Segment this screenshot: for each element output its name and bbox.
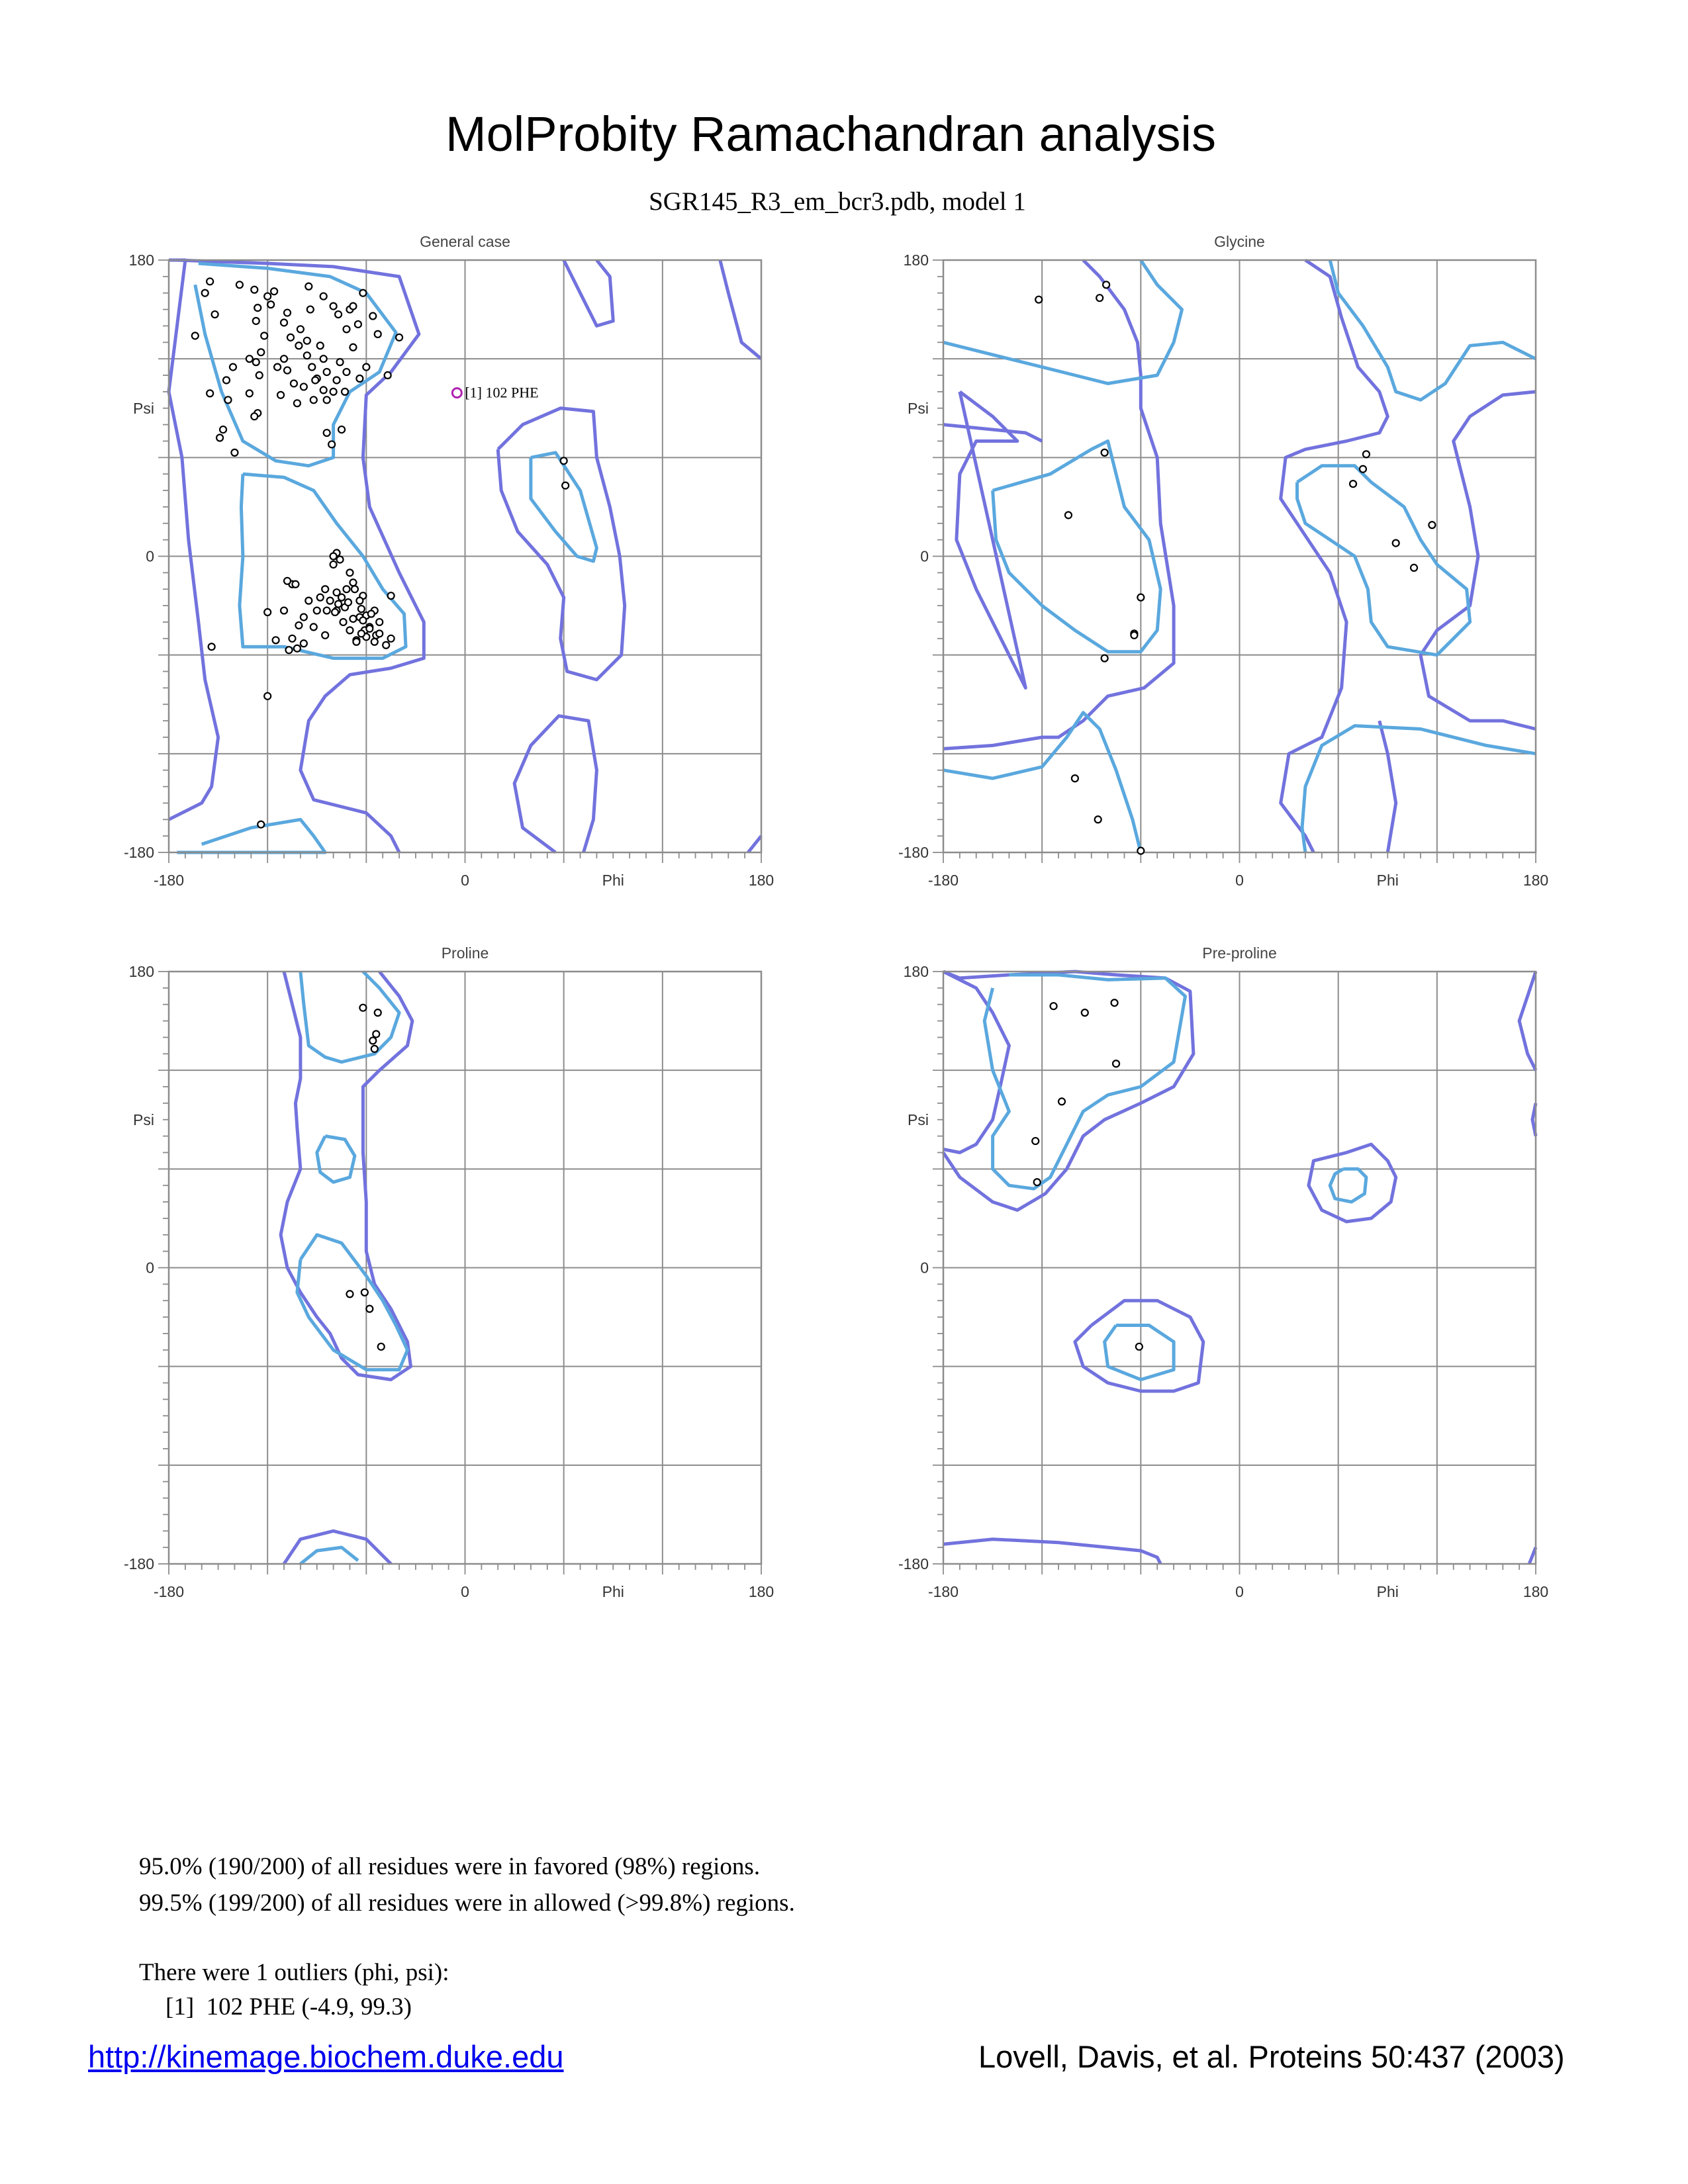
favored-contour bbox=[301, 1547, 358, 1564]
residue-point bbox=[258, 349, 264, 355]
x-tick-label: 0 bbox=[461, 872, 469, 889]
residue-point bbox=[304, 338, 310, 344]
residue-point bbox=[369, 1037, 376, 1044]
allowed-contour bbox=[1529, 1547, 1536, 1564]
residue-point bbox=[1393, 540, 1399, 547]
residue-point bbox=[295, 342, 302, 349]
residue-point bbox=[284, 578, 291, 584]
residue-point bbox=[1350, 480, 1356, 487]
ticks bbox=[933, 972, 1536, 1574]
favored-contour bbox=[993, 441, 1161, 652]
residue-point bbox=[330, 561, 337, 568]
residue-point bbox=[376, 619, 383, 625]
residue-point bbox=[350, 579, 356, 586]
residue-point bbox=[297, 326, 304, 332]
grid bbox=[943, 260, 1536, 852]
residue-point bbox=[338, 426, 345, 433]
residue-point bbox=[322, 632, 328, 639]
residue-point bbox=[220, 426, 226, 433]
residue-point bbox=[1082, 1009, 1088, 1016]
residue-point bbox=[285, 647, 292, 653]
general-case-plot bbox=[123, 225, 774, 900]
x-tick-label: -180 bbox=[153, 1583, 185, 1600]
residue-point bbox=[361, 1289, 368, 1296]
residue-point bbox=[368, 611, 375, 617]
favored-contour bbox=[301, 972, 399, 1062]
residue-point bbox=[281, 608, 287, 614]
x-axis-label: Phi bbox=[602, 872, 624, 889]
residue-point bbox=[335, 311, 342, 318]
y-tick-label: 0 bbox=[920, 1259, 929, 1277]
allowed-contour bbox=[1380, 721, 1396, 852]
residue-point bbox=[284, 310, 291, 316]
residue-point bbox=[335, 601, 342, 608]
residue-point bbox=[253, 359, 259, 365]
residue-point bbox=[246, 390, 253, 396]
allowed-contour bbox=[498, 408, 625, 680]
residue-point bbox=[284, 367, 291, 374]
residue-point bbox=[287, 334, 294, 341]
residue-point bbox=[359, 290, 366, 296]
residue-point bbox=[371, 639, 378, 645]
residue-point bbox=[355, 321, 361, 328]
outlier-label: [1] 102 PHE bbox=[465, 384, 539, 401]
residue-point bbox=[340, 619, 347, 625]
data-points bbox=[1035, 281, 1435, 854]
residue-point bbox=[312, 377, 318, 383]
plot-title: Proline bbox=[441, 944, 489, 962]
residue-point bbox=[561, 457, 567, 464]
residue-point bbox=[350, 615, 356, 622]
residue-point bbox=[324, 608, 330, 614]
residue-point bbox=[342, 388, 348, 395]
favored-contour bbox=[317, 1136, 355, 1183]
residue-point bbox=[334, 589, 340, 596]
y-tick-label: 180 bbox=[903, 251, 929, 269]
y-tick-label: 180 bbox=[128, 963, 154, 980]
residue-point bbox=[231, 449, 238, 456]
residue-point bbox=[264, 293, 271, 300]
grid bbox=[169, 972, 761, 1564]
residue-point bbox=[1072, 775, 1078, 782]
residue-point bbox=[230, 364, 236, 371]
page-title: MolProbity Ramachandran analysis bbox=[445, 107, 1216, 161]
residue-point bbox=[310, 396, 317, 403]
allowed-contour bbox=[1519, 972, 1536, 1070]
allowed-contour bbox=[720, 260, 761, 359]
residue-point bbox=[258, 821, 264, 828]
residue-point bbox=[375, 1009, 381, 1016]
residue-point bbox=[320, 387, 327, 393]
y-tick-label: 180 bbox=[128, 251, 154, 269]
favored-contour bbox=[1330, 260, 1536, 400]
residue-point bbox=[1103, 281, 1109, 288]
grid bbox=[169, 260, 761, 852]
residue-point bbox=[366, 1306, 373, 1312]
residue-point bbox=[271, 288, 277, 295]
x-tick-label: -180 bbox=[153, 872, 185, 889]
favored-contour bbox=[943, 260, 1182, 384]
residue-point bbox=[317, 594, 324, 601]
favored-contour bbox=[1330, 1169, 1366, 1202]
summary-outlier-item: [1] 102 PHE (-4.9, 99.3) bbox=[165, 1993, 412, 2021]
residue-point bbox=[305, 283, 312, 290]
residue-point bbox=[373, 1030, 379, 1037]
residue-point bbox=[254, 304, 261, 311]
x-tick-label: -180 bbox=[927, 872, 959, 889]
residue-point bbox=[264, 693, 271, 700]
allowed-contour bbox=[169, 260, 218, 819]
ticks bbox=[158, 260, 761, 863]
residue-point bbox=[256, 372, 263, 379]
residue-point bbox=[324, 396, 330, 403]
allowed-contour bbox=[943, 1539, 1160, 1564]
residue-point bbox=[267, 301, 274, 308]
residue-point bbox=[359, 1005, 366, 1011]
residue-point bbox=[314, 608, 320, 614]
residue-point bbox=[277, 392, 284, 398]
residue-point bbox=[212, 311, 218, 318]
residue-point bbox=[363, 364, 369, 371]
residue-point bbox=[261, 332, 267, 339]
residue-point bbox=[332, 609, 338, 615]
residue-point bbox=[1102, 449, 1108, 456]
residue-point bbox=[383, 642, 389, 649]
plot-title: General case bbox=[420, 233, 510, 250]
outlier-point bbox=[452, 388, 461, 398]
glycine-plot bbox=[898, 225, 1549, 900]
favored-contour bbox=[1105, 1326, 1174, 1380]
residue-point bbox=[1137, 848, 1144, 854]
ticks bbox=[158, 972, 761, 1574]
x-tick-label: 180 bbox=[748, 872, 774, 889]
residue-point bbox=[358, 630, 365, 637]
plot-title: Pre-proline bbox=[1202, 944, 1277, 962]
residue-point bbox=[378, 1343, 385, 1350]
residue-point bbox=[207, 390, 213, 396]
residue-point bbox=[322, 586, 328, 592]
residue-point bbox=[1034, 1179, 1041, 1185]
page-subtitle: SGR145_R3_em_bcr3.pdb, model 1 bbox=[649, 187, 1026, 216]
residue-point bbox=[294, 645, 301, 652]
x-tick-label: 180 bbox=[748, 1583, 774, 1600]
residue-point bbox=[307, 306, 314, 313]
residue-point bbox=[291, 380, 297, 387]
x-tick-label: 180 bbox=[1523, 872, 1549, 889]
residue-point bbox=[1363, 451, 1370, 457]
residue-point bbox=[294, 400, 301, 406]
residue-point bbox=[295, 622, 302, 629]
y-tick-label: 0 bbox=[146, 547, 154, 565]
residue-point bbox=[388, 635, 395, 642]
allowed-contour bbox=[514, 716, 596, 852]
summary-outliers-header: There were 1 outliers (phi, psi): bbox=[139, 1959, 449, 1986]
residue-point bbox=[1111, 999, 1118, 1006]
favored-contour bbox=[1302, 726, 1536, 852]
residue-point bbox=[1032, 1138, 1039, 1144]
allowed-contour bbox=[943, 260, 1174, 749]
residue-point bbox=[1035, 296, 1042, 303]
summary-favored: 95.0% (190/200) of all residues were in favored (98%) regions. bbox=[139, 1853, 761, 1880]
allowed-contour bbox=[943, 425, 1042, 441]
residue-point bbox=[344, 586, 350, 592]
residue-point bbox=[376, 630, 383, 637]
residue-point bbox=[330, 553, 337, 560]
residue-point bbox=[253, 318, 259, 324]
residue-point bbox=[1065, 512, 1072, 518]
y-axis-label: Psi bbox=[908, 1111, 929, 1128]
favored-contour bbox=[297, 1235, 408, 1370]
residue-point bbox=[1136, 1343, 1143, 1350]
residue-point bbox=[251, 287, 258, 293]
residue-point bbox=[216, 435, 223, 441]
residue-point bbox=[346, 1291, 353, 1297]
favored-contour bbox=[984, 975, 1185, 1189]
residue-point bbox=[310, 623, 317, 630]
x-tick-label: 0 bbox=[1235, 872, 1244, 889]
residue-point bbox=[207, 278, 213, 285]
residue-point bbox=[1096, 295, 1103, 301]
plot-title: Glycine bbox=[1214, 233, 1265, 250]
residue-point bbox=[346, 569, 353, 576]
residue-point bbox=[236, 281, 243, 288]
residue-point bbox=[330, 388, 337, 395]
allowed-contour bbox=[943, 972, 1194, 1210]
x-axis-label: Phi bbox=[1376, 872, 1399, 889]
allowed-contour bbox=[1421, 392, 1536, 729]
allowed-contour bbox=[564, 260, 614, 326]
x-axis-label: Phi bbox=[1376, 1583, 1399, 1600]
residue-point bbox=[324, 430, 330, 436]
residue-point bbox=[562, 482, 569, 489]
allowed-contour bbox=[957, 392, 1025, 688]
residue-point bbox=[344, 326, 350, 332]
residue-point bbox=[1051, 1003, 1057, 1009]
residue-point bbox=[388, 592, 395, 599]
residue-point bbox=[346, 627, 353, 633]
residue-point bbox=[1113, 1060, 1119, 1067]
y-tick-label: 180 bbox=[903, 963, 929, 980]
residue-point bbox=[305, 598, 312, 604]
residue-point bbox=[301, 383, 307, 390]
residue-point bbox=[1131, 632, 1137, 639]
residue-point bbox=[350, 344, 356, 351]
residue-point bbox=[337, 556, 344, 563]
residue-point bbox=[334, 377, 340, 383]
residue-point bbox=[320, 355, 327, 362]
grid bbox=[943, 972, 1536, 1564]
residue-point bbox=[301, 640, 307, 647]
x-tick-label: -180 bbox=[927, 1583, 959, 1600]
data-points bbox=[192, 278, 569, 827]
residue-point bbox=[330, 303, 337, 310]
residue-point bbox=[304, 352, 310, 359]
residue-point bbox=[371, 1046, 378, 1052]
residue-point bbox=[352, 586, 358, 592]
allowed-contour bbox=[748, 836, 761, 852]
residue-point bbox=[366, 625, 373, 632]
residue-point bbox=[324, 369, 330, 375]
y-tick-label: -180 bbox=[898, 1555, 929, 1572]
residue-point bbox=[1411, 565, 1417, 571]
residue-point bbox=[337, 359, 344, 365]
residue-point bbox=[369, 313, 376, 320]
residue-point bbox=[345, 599, 352, 606]
residue-point bbox=[356, 598, 363, 604]
residue-point bbox=[289, 635, 295, 642]
residue-point bbox=[308, 364, 315, 371]
residue-point bbox=[281, 355, 287, 362]
y-tick-label: 0 bbox=[146, 1259, 154, 1277]
residue-point bbox=[327, 598, 334, 604]
residue-point bbox=[301, 614, 307, 620]
residue-point bbox=[375, 331, 381, 338]
residue-point bbox=[358, 606, 365, 612]
residue-point bbox=[385, 372, 391, 379]
residue-point bbox=[344, 369, 350, 375]
residue-point bbox=[320, 293, 327, 300]
y-axis-label: Psi bbox=[133, 399, 154, 417]
residue-point bbox=[264, 609, 271, 615]
residue-point bbox=[1429, 522, 1435, 528]
favored-contour bbox=[177, 819, 325, 852]
residue-point bbox=[350, 303, 356, 310]
summary-allowed: 99.5% (199/200) of all residues were in allowed (>99.8%) regions. bbox=[139, 1889, 795, 1917]
residue-point bbox=[353, 639, 359, 645]
x-tick-label: 180 bbox=[1523, 1583, 1549, 1600]
residue-point bbox=[251, 413, 258, 420]
y-axis-label: Psi bbox=[908, 399, 929, 417]
residue-point bbox=[1360, 466, 1366, 473]
proline-plot bbox=[123, 936, 774, 1612]
citation-text: Lovell, Davis, et al. Proteins 50:437 (2003) bbox=[978, 2039, 1565, 2074]
pre-proline-plot bbox=[898, 936, 1549, 1612]
residue-point bbox=[274, 364, 281, 371]
residue-point bbox=[281, 319, 287, 326]
allowed-contour bbox=[1309, 1144, 1396, 1222]
y-axis-label: Psi bbox=[133, 1111, 154, 1128]
residue-point bbox=[192, 332, 199, 339]
residue-point bbox=[273, 637, 279, 643]
residue-point bbox=[356, 375, 363, 382]
y-tick-label: -180 bbox=[123, 844, 154, 861]
x-tick-label: 0 bbox=[461, 1583, 469, 1600]
y-tick-label: -180 bbox=[898, 844, 929, 861]
x-axis-label: Phi bbox=[602, 1583, 624, 1600]
residue-point bbox=[317, 342, 324, 349]
residue-point bbox=[209, 643, 215, 650]
residue-point bbox=[225, 396, 232, 403]
residue-point bbox=[1137, 594, 1144, 601]
data-points bbox=[1032, 999, 1143, 1350]
residue-point bbox=[396, 334, 402, 341]
residue-point bbox=[246, 355, 253, 362]
residue-point bbox=[1102, 655, 1108, 662]
y-tick-label: 0 bbox=[920, 547, 929, 565]
x-tick-label: 0 bbox=[1235, 1583, 1244, 1600]
kinemage-link[interactable]: http://kinemage.biochem.duke.edu bbox=[88, 2039, 564, 2074]
residue-point bbox=[1095, 816, 1102, 823]
residue-point bbox=[1058, 1098, 1065, 1105]
residue-point bbox=[359, 617, 366, 623]
y-tick-label: -180 bbox=[123, 1555, 154, 1572]
residue-point bbox=[292, 581, 299, 588]
residue-point bbox=[202, 290, 209, 296]
residue-point bbox=[328, 441, 335, 447]
residue-point bbox=[223, 377, 230, 383]
